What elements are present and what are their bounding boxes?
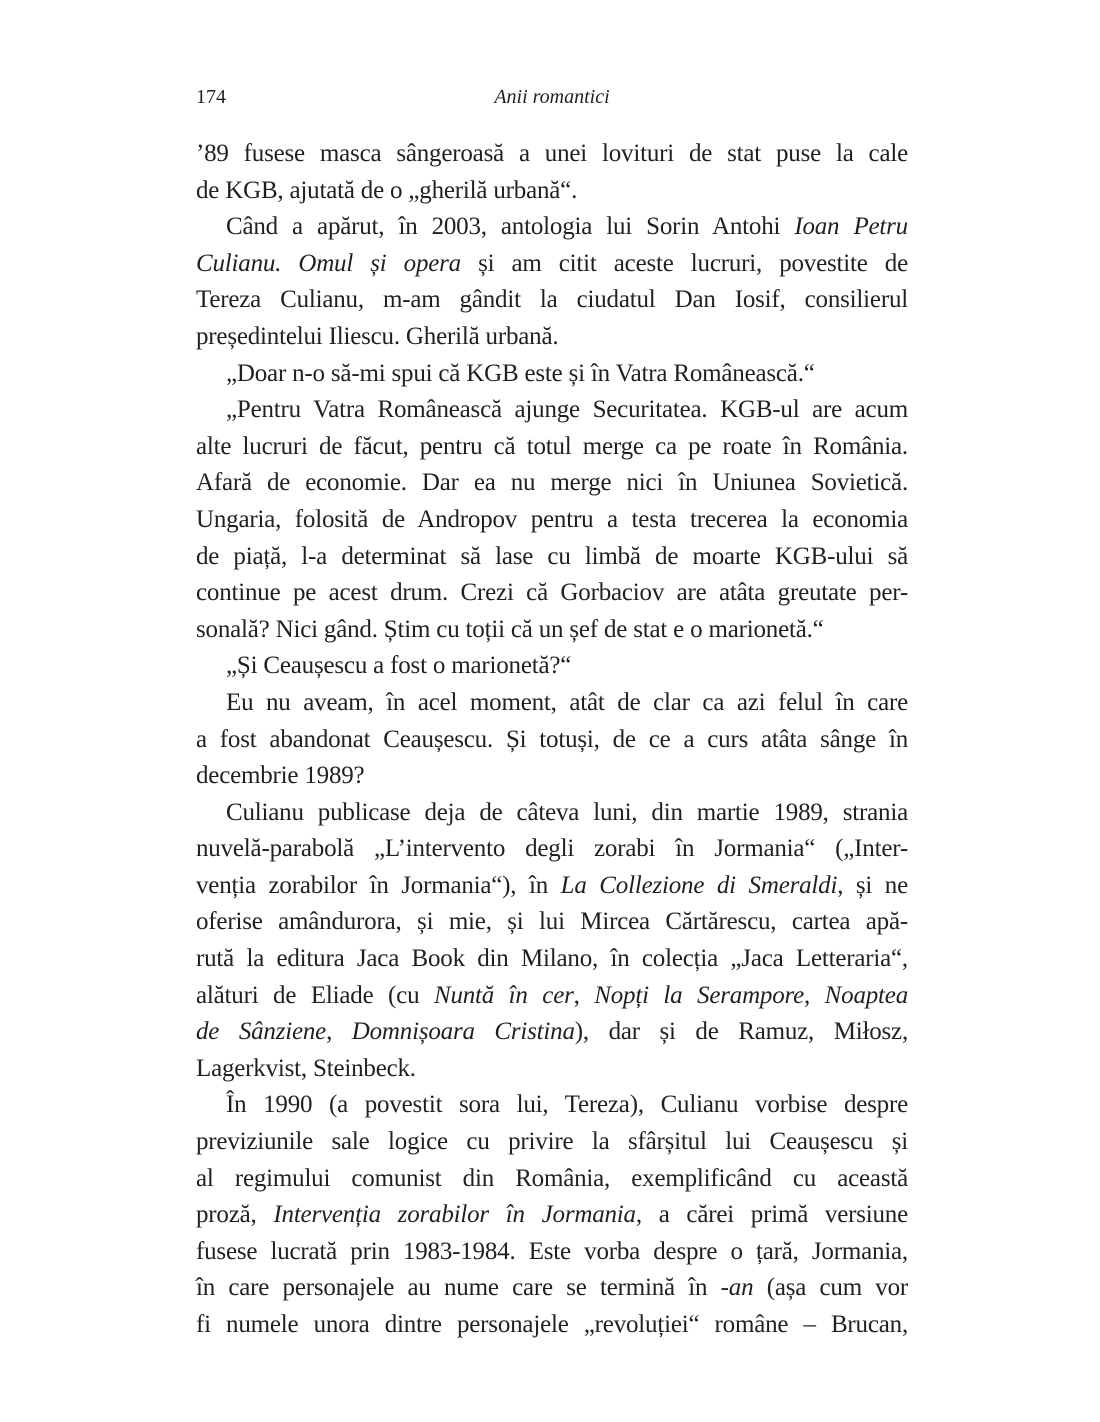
text-line	[196, 392, 908, 429]
text-line	[196, 1307, 908, 1344]
text-line	[196, 612, 908, 649]
text-segment: proză,	[196, 1201, 274, 1229]
text-line	[196, 1197, 908, 1234]
text-segment: (așa cum vor	[753, 1274, 908, 1302]
text-line	[196, 648, 908, 685]
body-text	[196, 136, 908, 1344]
text-segment: previziunile sale logice cu privire la sfârșitul lui Ceaușescu și	[196, 1128, 908, 1156]
text-line	[196, 978, 908, 1015]
text-segment: , a cărei primă versiune	[635, 1201, 909, 1229]
text-line	[196, 282, 908, 319]
text-segment: Când a apărut, în 2003, antologia lui Sorin Antohi	[226, 213, 795, 241]
text-segment: președintelui Iliescu. Gherilă urbană.	[196, 322, 559, 350]
text-segment: fusese lucrată prin 1983-1984. Este vorba despre o țară, Jormania,	[196, 1237, 908, 1265]
text-line	[196, 1051, 908, 1088]
page-number: 174	[196, 86, 226, 108]
text-segment: În 1990 (a povestit sora lui, Tereza), Culianu vorbise despre	[226, 1091, 908, 1119]
text-segment: Tereza Culianu, m-am gândit la ciudatul Dan Iosif, consilierul	[196, 286, 908, 314]
text-segment: venția zorabilor în Jormania“), în	[196, 871, 561, 899]
page-header	[196, 86, 908, 114]
text-line	[196, 209, 908, 246]
text-segment: „Doar n-o să-mi spui că KGB este și în Vatra Românească.“	[226, 359, 815, 387]
text-line	[196, 1234, 908, 1271]
text-line	[196, 795, 908, 832]
text-line	[196, 575, 908, 612]
text-segment: Afară de economie. Dar ea nu merge nici în Uniunea Sovietică.	[196, 469, 908, 497]
text-segment: ’89 fusese masca sângeroasă a unei lovituri de stat puse la cale	[196, 140, 908, 167]
text-line	[196, 831, 908, 868]
text-segment: și am citit aceste lucruri, povestite de	[460, 249, 908, 277]
text-segment: rută la editura Jaca Book din Milano, în colecția „Jaca Letteraria“,	[196, 945, 908, 973]
running-title: Anii romantici	[494, 86, 610, 108]
italic-text: La Collezione di Smeraldi	[560, 871, 838, 899]
text-segment: ,	[573, 981, 595, 1009]
text-line	[196, 429, 908, 466]
text-segment: alături de Eliade (cu	[196, 981, 434, 1009]
text-segment: sonală? Nici gând. Știm cu toții că un șef de stat e o marionetă.“	[196, 615, 824, 643]
text-segment: , și ne	[837, 871, 908, 899]
text-line	[196, 1087, 908, 1124]
text-segment: a fost abandonat Ceaușescu. Și totuși, de ce a curs atâta sânge în	[196, 725, 908, 753]
text-line	[196, 502, 908, 539]
text-segment: de KGB, ajutată de o „gherilă urbană“.	[196, 176, 578, 204]
text-line	[196, 868, 908, 905]
text-line	[196, 685, 908, 722]
text-line	[196, 722, 908, 759]
italic-text: Noaptea	[824, 981, 908, 1009]
italic-text: Intervenția zorabilor în Jormania	[273, 1201, 636, 1229]
text-segment: „Pentru Vatra Românească ajunge Securitatea. KGB-ul are acum	[226, 396, 908, 424]
text-line	[196, 319, 908, 356]
text-segment: Eu nu aveam, în acel moment, atât de clar ca azi felul în care	[226, 688, 908, 716]
italic-text: Culianu. Omul și opera	[196, 249, 461, 277]
text-segment: Culianu publicase deja de câteva luni, din martie 1989, strania	[226, 798, 908, 826]
text-line	[196, 246, 908, 283]
text-segment: Lagerkvist, Steinbeck.	[196, 1054, 416, 1082]
text-line	[196, 1161, 908, 1198]
text-line	[196, 1270, 908, 1307]
text-segment: nuvelă-parabolă „L’intervento degli zorabi în Jormania“ („Inter-	[196, 835, 908, 863]
text-line	[196, 356, 908, 393]
text-segment: al regimului comunist din România, exemplificând cu această	[196, 1164, 908, 1192]
text-segment: oferise amândurora, și mie, și lui Mircea Cărtărescu, cartea apă-	[196, 908, 908, 936]
text-line	[196, 465, 908, 502]
text-line	[196, 941, 908, 978]
italic-text: Nuntă în cer	[433, 981, 574, 1009]
text-line	[196, 904, 908, 941]
text-segment: în care personajele au nume care se termină în	[196, 1274, 721, 1302]
text-segment: ,	[326, 1018, 352, 1046]
text-segment: „Și Ceaușescu a fost o marionetă?“	[226, 652, 572, 680]
text-segment: alte lucruri de făcut, pentru că totul merge ca pe roate în România.	[196, 432, 908, 460]
italic-text: de Sânziene	[196, 1018, 327, 1046]
italic-text: Nopți la Serampore	[594, 981, 805, 1009]
text-line	[196, 1124, 908, 1161]
text-line	[196, 1014, 908, 1051]
italic-text: Domnișoara Cristina	[351, 1018, 575, 1046]
text-line	[196, 173, 908, 210]
italic-text: Ioan Petru	[794, 213, 908, 241]
text-segment: decembrie 1989?	[196, 762, 365, 790]
text-line	[196, 136, 908, 173]
text-segment: de piață, l-a determinat să lase cu limbă de moarte KGB-ului să	[196, 542, 908, 570]
text-segment: Ungaria, folosită de Andropov pentru a testa trecerea la economia	[196, 505, 908, 533]
text-segment: ), dar și de Ramuz, Miłosz,	[574, 1018, 908, 1046]
text-segment: continue pe acest drum. Crezi că Gorbaciov are atâta greutate per-	[196, 579, 908, 607]
text-line	[196, 758, 908, 795]
text-segment: fi numele unora dintre personajele „revoluției“ române – Brucan,	[196, 1311, 908, 1338]
text-segment: ,	[804, 981, 825, 1009]
italic-text: -an	[720, 1274, 754, 1302]
text-line	[196, 539, 908, 576]
